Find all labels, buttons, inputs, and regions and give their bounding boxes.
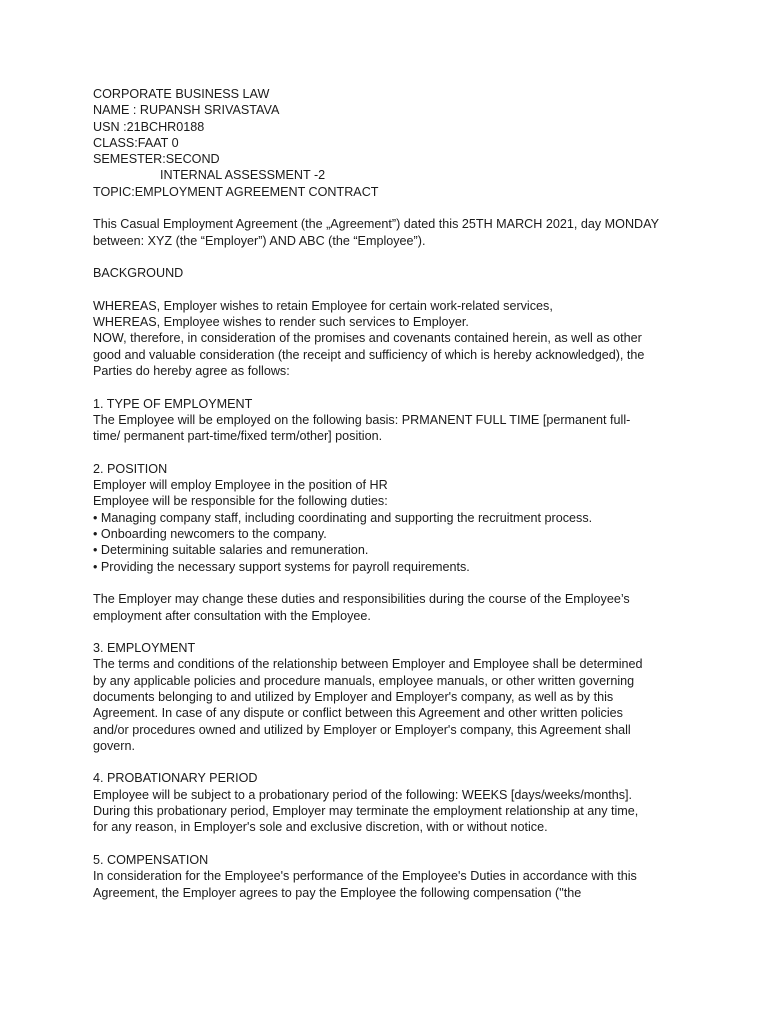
topic-title: TOPIC:EMPLOYMENT AGREEMENT CONTRACT [93, 184, 379, 199]
section-line: Agreement, the Employer agrees to pay the Employee the following compensation ("the [93, 885, 582, 900]
duty-bullet: • Onboarding newcomers to the company. [93, 527, 327, 542]
background-line: WHEREAS, Employer wishes to retain Employee for certain work-related services, [93, 298, 553, 313]
section-heading: 5. COMPENSATION [93, 852, 209, 867]
student-semester: SEMESTER:SECOND [93, 152, 220, 167]
section-line: Employee will be responsible for the following duties: [93, 494, 388, 509]
section-line: The Employee will be employed on the following basis: PRMANENT FULL TIME [permanent full- [93, 412, 631, 427]
document-page [93, 86, 678, 901]
section-compensation [93, 852, 678, 901]
section-line: by any applicable policies and procedure manuals, employee manuals, or other written governing [93, 673, 635, 688]
background-heading: BACKGROUND [93, 266, 184, 281]
duty-bullet: • Providing the necessary support systems for payroll requirements. [93, 559, 470, 574]
section-type-of-employment [93, 396, 678, 445]
section-line: In consideration for the Employee's performance of the Employee's Duties in accordance with this [93, 869, 637, 884]
section-line: Employer will employ Employee in the position of HR [93, 478, 388, 493]
section-line: The terms and conditions of the relationship between Employer and Employee shall be determined [93, 657, 643, 672]
section-heading: 1. TYPE OF EMPLOYMENT [93, 396, 253, 411]
section-line: documents belonging to and utilized by Employer and Employer's company, as well as by this [93, 689, 614, 704]
intro-paragraph [93, 216, 678, 249]
section-line: The Employer may change these duties and responsibilities during the course of the Employee’s [93, 592, 630, 607]
section-line: employment after consultation with the Employee. [93, 608, 371, 623]
background-paragraph [93, 298, 678, 379]
section-line: Agreement. In case of any dispute or conflict between this Agreement and other written policies [93, 706, 623, 721]
intro-line: between: XYZ (the “Employer”) AND ABC (the “Employee”). [93, 233, 426, 248]
section-heading: 3. EMPLOYMENT [93, 641, 196, 656]
intro-line: This Casual Employment Agreement (the „Agreement”) dated this 25TH MARCH 2021, day MONDAY [93, 217, 660, 232]
section-heading: 4. PROBATIONARY PERIOD [93, 771, 258, 786]
course-title: CORPORATE BUSINESS LAW [93, 87, 270, 101]
duty-bullet: • Determining suitable salaries and remuneration. [93, 543, 369, 558]
section-line: During this probationary period, Employer may terminate the employment relationship at any time, [93, 804, 639, 819]
background-line: NOW, therefore, in consideration of the promises and covenants contained herein, as well as other [93, 331, 642, 346]
section-line: for any reason, in Employer's sole and exclusive discretion, with or without notice. [93, 820, 548, 835]
student-name: NAME : RUPANSH SRIVASTAVA [93, 103, 280, 118]
background-line: good and valuable consideration (the receipt and sufficiency of which is hereby acknowledged), the [93, 347, 645, 362]
section-line: time/ permanent part-time/fixed term/other] position. [93, 429, 383, 444]
section-position [93, 461, 678, 624]
section-line: and/or procedures owned and utilized by Employer or Employer's company, this Agreement shall [93, 722, 631, 737]
header-block [93, 86, 678, 200]
background-line: WHEREAS, Employee wishes to render such services to Employer. [93, 315, 469, 330]
section-heading: 2. POSITION [93, 461, 168, 476]
section-line: Employee will be subject to a probationary period of the following: WEEKS [days/weeks/months]. [93, 787, 633, 802]
section-employment [93, 640, 678, 754]
section-probationary-period [93, 770, 678, 835]
student-usn: USN :21BCHR0188 [93, 119, 205, 134]
assessment-title: INTERNAL ASSESSMENT -2 [160, 168, 326, 183]
section-line: govern. [93, 738, 136, 753]
student-class: CLASS:FAAT 0 [93, 135, 179, 150]
duty-bullet: • Managing company staff, including coordinating and supporting the recruitment process. [93, 510, 593, 525]
background-line: Parties do hereby agree as follows: [93, 364, 290, 379]
